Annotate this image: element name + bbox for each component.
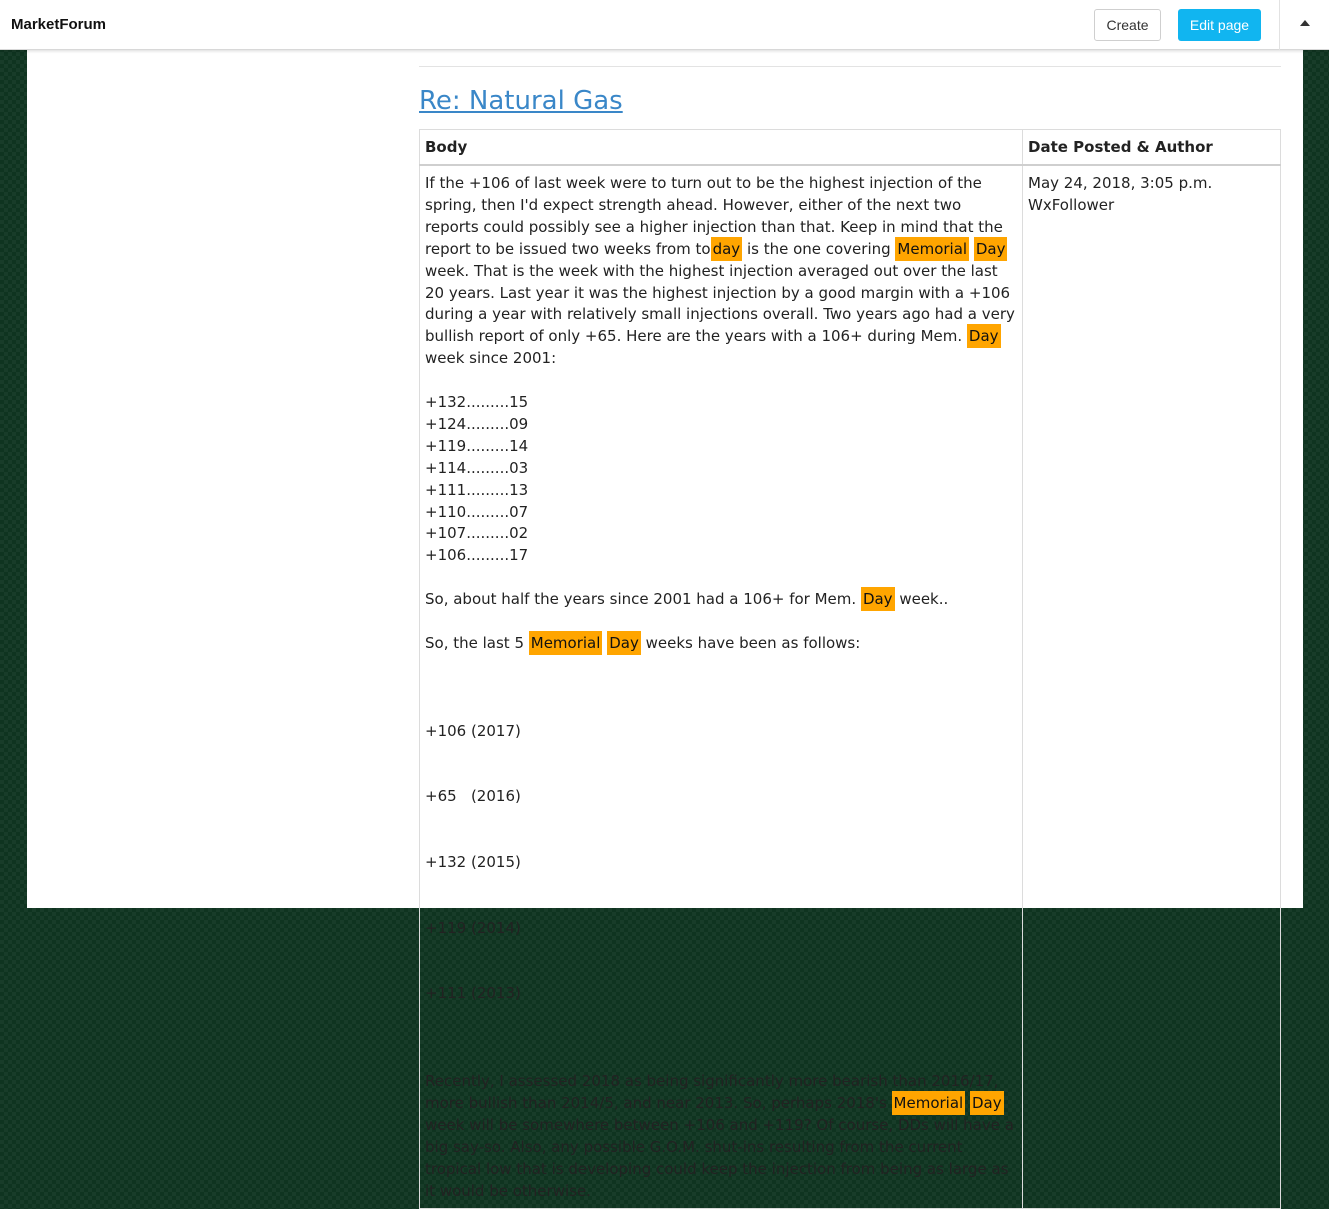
spacer bbox=[425, 611, 1017, 633]
search-highlight: Day bbox=[974, 237, 1008, 261]
text-segment: week since 2001: bbox=[425, 349, 557, 368]
search-highlight: Memorial bbox=[895, 237, 969, 261]
column-header-body: Body bbox=[420, 130, 1023, 166]
text-segment: week. That is the week with the highest injection averaged out over the last 20 years. Last year it was the highest injection by a good margin with a +106 during a year with relatively small injections overall. Two years ago had a very bullish report of only +65. Here are the years with a 106+ during Mem. bbox=[425, 261, 1015, 346]
text-segment: So, about half the years since 2001 had a 106+ for Mem. bbox=[425, 590, 861, 609]
edit-page-button[interactable]: Edit page bbox=[1178, 9, 1261, 41]
search-highlight: Memorial bbox=[892, 1091, 966, 1115]
post-table bbox=[419, 129, 1281, 1209]
post-date: May 24, 2018, 3:05 p.m. bbox=[1028, 174, 1213, 192]
collapse-toggle-button[interactable] bbox=[1280, 0, 1329, 50]
create-button[interactable]: Create bbox=[1094, 9, 1161, 41]
search-highlight: day bbox=[711, 237, 743, 261]
list-item: +65 (2016) bbox=[425, 787, 521, 806]
post-title-link[interactable]: Re: Natural Gas bbox=[419, 86, 623, 116]
injection-list bbox=[425, 392, 1017, 567]
text-segment: If the +106 of last week were to turn out to be the highest injection of the spring, then I'd expect strength ahead. However, either of the next two reports could possibly see a higher injection than that. Keep in mind that the report to be issued two weeks from to bbox=[425, 174, 1003, 258]
post-author[interactable]: WxFollower bbox=[1028, 195, 1115, 214]
list-item: +106.........17 bbox=[425, 546, 529, 565]
column-header-date-author: Date Posted & Author bbox=[1023, 130, 1281, 166]
list-item: +106 (2017) bbox=[425, 721, 521, 740]
list-item: +111.........13 bbox=[425, 480, 529, 499]
text-segment: weeks have been as follows: bbox=[640, 633, 861, 652]
text-segment: is the one covering bbox=[742, 239, 896, 258]
page-content bbox=[27, 50, 1303, 1200]
post-paragraph-4 bbox=[425, 1071, 1017, 1202]
list-item: +111 (2013) bbox=[425, 984, 521, 1003]
search-highlight: Day bbox=[967, 324, 1001, 348]
top-bar bbox=[0, 0, 1329, 50]
post-paragraph-1 bbox=[425, 173, 1017, 370]
list-item: +132.........15 bbox=[425, 393, 529, 412]
table-header-row bbox=[420, 130, 1281, 166]
spacer bbox=[425, 567, 1017, 589]
text-segment: So, the last 5 bbox=[425, 633, 529, 652]
list-item: +114.........03 bbox=[425, 458, 529, 477]
divider bbox=[419, 66, 1281, 67]
post-paragraph-2 bbox=[425, 589, 1017, 611]
brand-logo[interactable]: MarketForum bbox=[11, 16, 107, 33]
list-item: +110.........07 bbox=[425, 502, 529, 521]
search-highlight: Memorial bbox=[529, 631, 603, 655]
search-highlight: Day bbox=[861, 587, 895, 611]
list-item: +107.........02 bbox=[425, 524, 529, 543]
list-item: +124.........09 bbox=[425, 414, 529, 433]
yearly-list bbox=[425, 677, 1017, 1049]
list-item: +132 (2015) bbox=[425, 853, 521, 872]
post-body-cell bbox=[420, 165, 1023, 1208]
caret-up-icon bbox=[1300, 20, 1310, 26]
search-highlight: Day bbox=[607, 631, 641, 655]
text-segment: week.. bbox=[894, 590, 949, 609]
text-segment: Recently, I assessed 2018 as being significantly more bearish than 2016/17, more bullish than 2014/5, and near 2013. So, perhaps 2018's bbox=[425, 1072, 999, 1112]
post-meta-cell bbox=[1023, 165, 1281, 1208]
search-highlight: Day bbox=[970, 1091, 1004, 1115]
spacer bbox=[425, 655, 1017, 677]
text-segment: week will be somewhere between +106 and +119? Of course, DDs will have a big say-so. Also, any possible G.O.M. shut-ins resulting from the current tropical low that is developing could keep the injection from being as large as it would be otherwise. bbox=[425, 1115, 1014, 1200]
list-item: +119.........14 bbox=[425, 436, 529, 455]
spacer bbox=[425, 1049, 1017, 1071]
table-row bbox=[420, 165, 1281, 1208]
spacer bbox=[425, 370, 1017, 392]
list-item: +119 (2014) bbox=[425, 918, 521, 937]
post-paragraph-3 bbox=[425, 633, 1017, 655]
